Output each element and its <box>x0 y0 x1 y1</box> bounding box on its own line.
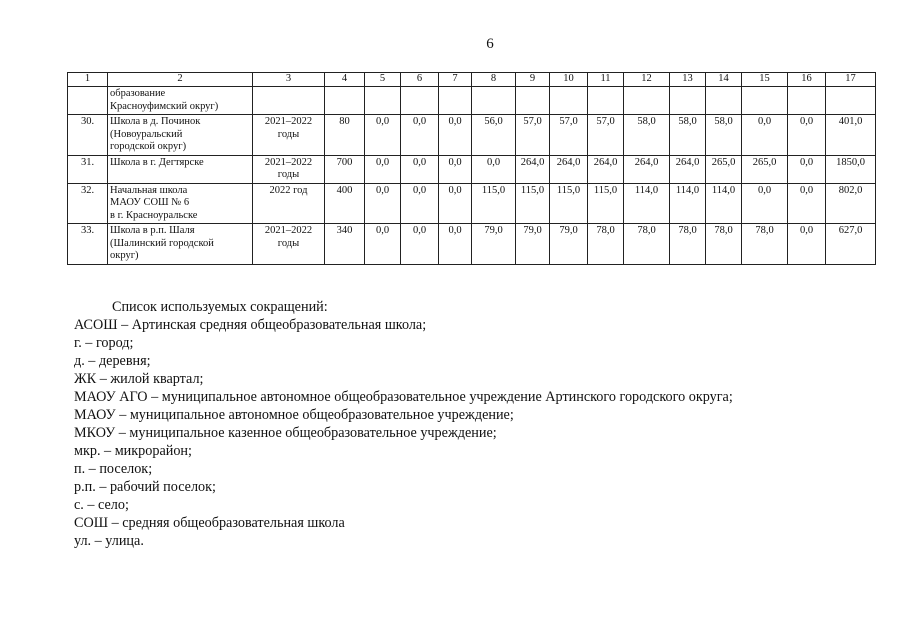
value-cell <box>826 87 876 115</box>
header-cell: 1 <box>68 73 108 87</box>
value-cell: 0,0 <box>439 115 472 156</box>
period-cell-line: 2021–2022 <box>264 225 313 236</box>
table-header-row <box>68 73 876 87</box>
header-cell: 12 <box>624 73 670 87</box>
abbreviations-title: Список используемых сокращений: <box>112 299 328 315</box>
school-name-cell-line: образование <box>110 88 166 99</box>
page-number: 6 <box>486 36 494 52</box>
period-cell <box>253 224 325 265</box>
period-cell-line: годы <box>277 128 300 140</box>
header-cell: 8 <box>472 73 516 87</box>
value-cell <box>439 87 472 115</box>
abbreviation-item: с. – село; <box>74 497 129 513</box>
school-name-cell-line: в г. Красноуральске <box>110 209 198 221</box>
school-name-cell-line: (Новоуральский <box>110 128 183 140</box>
header-cell: 14 <box>706 73 742 87</box>
value-cell: 0,0 <box>401 115 439 156</box>
value-cell: 1850,0 <box>826 155 876 183</box>
table-row <box>68 224 876 265</box>
value-cell: 56,0 <box>472 115 516 156</box>
school-name-cell-line: Школа в д. Починок <box>110 116 201 127</box>
value-cell: 264,0 <box>550 155 588 183</box>
value-cell: 265,0 <box>706 155 742 183</box>
value-cell: 0,0 <box>788 183 826 224</box>
table-row <box>68 87 876 115</box>
period-cell-line: 2021–2022 <box>264 156 313 168</box>
row-number-cell <box>68 87 108 115</box>
period-cell-line: 2021–2022 <box>264 116 313 127</box>
value-cell: 58,0 <box>670 115 706 156</box>
value-cell: 0,0 <box>401 183 439 224</box>
table-row <box>68 115 876 156</box>
value-cell: 114,0 <box>624 183 670 224</box>
period-cell-line: годы <box>277 169 300 180</box>
value-cell: 0,0 <box>365 224 401 265</box>
value-cell: 78,0 <box>706 224 742 265</box>
value-cell: 115,0 <box>472 183 516 224</box>
school-name-cell <box>108 115 253 156</box>
value-cell <box>788 87 826 115</box>
value-cell: 0,0 <box>742 115 788 156</box>
value-cell: 264,0 <box>624 155 670 183</box>
abbreviation-item: АСОШ – Артинская средняя общеобразовательная школа; <box>74 317 427 333</box>
value-cell: 0,0 <box>788 224 826 265</box>
value-cell: 57,0 <box>550 115 588 156</box>
value-cell <box>365 87 401 115</box>
value-cell: 0,0 <box>439 183 472 224</box>
abbreviation-item: МКОУ – муниципальное казенное общеобразовательное учреждение; <box>74 425 497 441</box>
value-cell: 0,0 <box>788 155 826 183</box>
header-cell: 15 <box>742 73 788 87</box>
school-name-cell-line: округ) <box>110 250 139 261</box>
row-number-cell: 31. <box>68 155 108 183</box>
value-cell: 265,0 <box>742 155 788 183</box>
value-cell: 58,0 <box>624 115 670 156</box>
abbreviation-item: СОШ – средняя общеобразовательная школа <box>74 515 345 531</box>
school-name-cell <box>108 87 253 115</box>
value-cell: 80 <box>325 115 365 156</box>
value-cell: 115,0 <box>550 183 588 224</box>
value-cell <box>401 87 439 115</box>
value-cell: 79,0 <box>472 224 516 265</box>
value-cell <box>325 87 365 115</box>
header-cell: 17 <box>826 73 876 87</box>
row-number-cell: 30. <box>68 115 108 156</box>
value-cell <box>472 87 516 115</box>
value-cell: 57,0 <box>516 115 550 156</box>
school-name-cell-line: МАОУ СОШ № 6 <box>110 197 190 208</box>
value-cell: 0,0 <box>365 115 401 156</box>
value-cell: 264,0 <box>516 155 550 183</box>
value-cell: 0,0 <box>439 155 472 183</box>
abbreviation-item: МАОУ АГО – муниципальное автономное общеобразовательное учреждение Артинского городского округа; <box>74 389 733 405</box>
header-cell: 2 <box>108 73 253 87</box>
value-cell: 78,0 <box>670 224 706 265</box>
school-name-cell <box>108 155 253 183</box>
value-cell: 58,0 <box>706 115 742 156</box>
value-cell: 0,0 <box>365 155 401 183</box>
school-name-cell-line: (Шалинский городской <box>110 237 214 249</box>
school-name-cell-line: Школа в г. Дегтярске <box>110 156 204 168</box>
value-cell: 115,0 <box>588 183 624 224</box>
value-cell: 57,0 <box>588 115 624 156</box>
school-name-cell-line: Красноуфимский округ) <box>110 100 219 112</box>
value-cell: 79,0 <box>550 224 588 265</box>
abbreviation-item: д. – деревня; <box>74 353 151 369</box>
abbreviation-item: ЖК – жилой квартал; <box>74 371 204 387</box>
header-cell: 11 <box>588 73 624 87</box>
value-cell <box>588 87 624 115</box>
value-cell: 340 <box>325 224 365 265</box>
abbreviation-item: МАОУ – муниципальное автономное общеобразовательное учреждение; <box>74 407 514 423</box>
value-cell <box>670 87 706 115</box>
row-number-cell: 33. <box>68 224 108 265</box>
header-cell: 4 <box>325 73 365 87</box>
value-cell: 115,0 <box>516 183 550 224</box>
value-cell <box>706 87 742 115</box>
value-cell <box>516 87 550 115</box>
abbreviations-list <box>74 298 874 550</box>
row-number-cell: 32. <box>68 183 108 224</box>
value-cell: 700 <box>325 155 365 183</box>
header-cell: 16 <box>788 73 826 87</box>
value-cell: 0,0 <box>365 183 401 224</box>
school-name-cell <box>108 224 253 265</box>
period-cell <box>253 87 325 115</box>
value-cell: 627,0 <box>826 224 876 265</box>
period-cell <box>253 183 325 224</box>
period-cell <box>253 155 325 183</box>
school-name-cell-line: Школа в р.п. Шаля <box>110 225 195 236</box>
header-cell: 6 <box>401 73 439 87</box>
value-cell: 0,0 <box>788 115 826 156</box>
period-cell-line: годы <box>277 237 300 249</box>
period-cell <box>253 115 325 156</box>
value-cell: 0,0 <box>472 155 516 183</box>
abbreviation-item: ул. – улица. <box>74 533 144 549</box>
value-cell: 401,0 <box>826 115 876 156</box>
value-cell: 264,0 <box>670 155 706 183</box>
abbreviation-item: п. – поселок; <box>74 461 153 477</box>
value-cell: 0,0 <box>742 183 788 224</box>
data-table <box>67 72 876 265</box>
header-cell: 3 <box>253 73 325 87</box>
period-cell-line: 2022 год <box>269 184 308 196</box>
header-cell: 13 <box>670 73 706 87</box>
value-cell: 400 <box>325 183 365 224</box>
value-cell: 78,0 <box>588 224 624 265</box>
header-cell: 9 <box>516 73 550 87</box>
value-cell <box>624 87 670 115</box>
abbreviation-item: г. – город; <box>74 335 134 351</box>
school-name-cell-line: Начальная школа <box>110 184 188 196</box>
value-cell: 0,0 <box>401 224 439 265</box>
school-name-cell-line: городской округ) <box>110 141 187 152</box>
value-cell: 0,0 <box>401 155 439 183</box>
table-row <box>68 183 876 224</box>
value-cell: 78,0 <box>624 224 670 265</box>
value-cell: 0,0 <box>439 224 472 265</box>
abbreviation-item: р.п. – рабочий поселок; <box>74 479 216 495</box>
school-name-cell <box>108 183 253 224</box>
value-cell <box>550 87 588 115</box>
value-cell: 264,0 <box>588 155 624 183</box>
table-row <box>68 155 876 183</box>
header-cell: 10 <box>550 73 588 87</box>
value-cell: 78,0 <box>742 224 788 265</box>
value-cell: 79,0 <box>516 224 550 265</box>
header-cell: 5 <box>365 73 401 87</box>
value-cell: 802,0 <box>826 183 876 224</box>
value-cell: 114,0 <box>706 183 742 224</box>
abbreviation-item: мкр. – микрорайон; <box>74 443 192 459</box>
header-cell: 7 <box>439 73 472 87</box>
value-cell <box>742 87 788 115</box>
value-cell: 114,0 <box>670 183 706 224</box>
